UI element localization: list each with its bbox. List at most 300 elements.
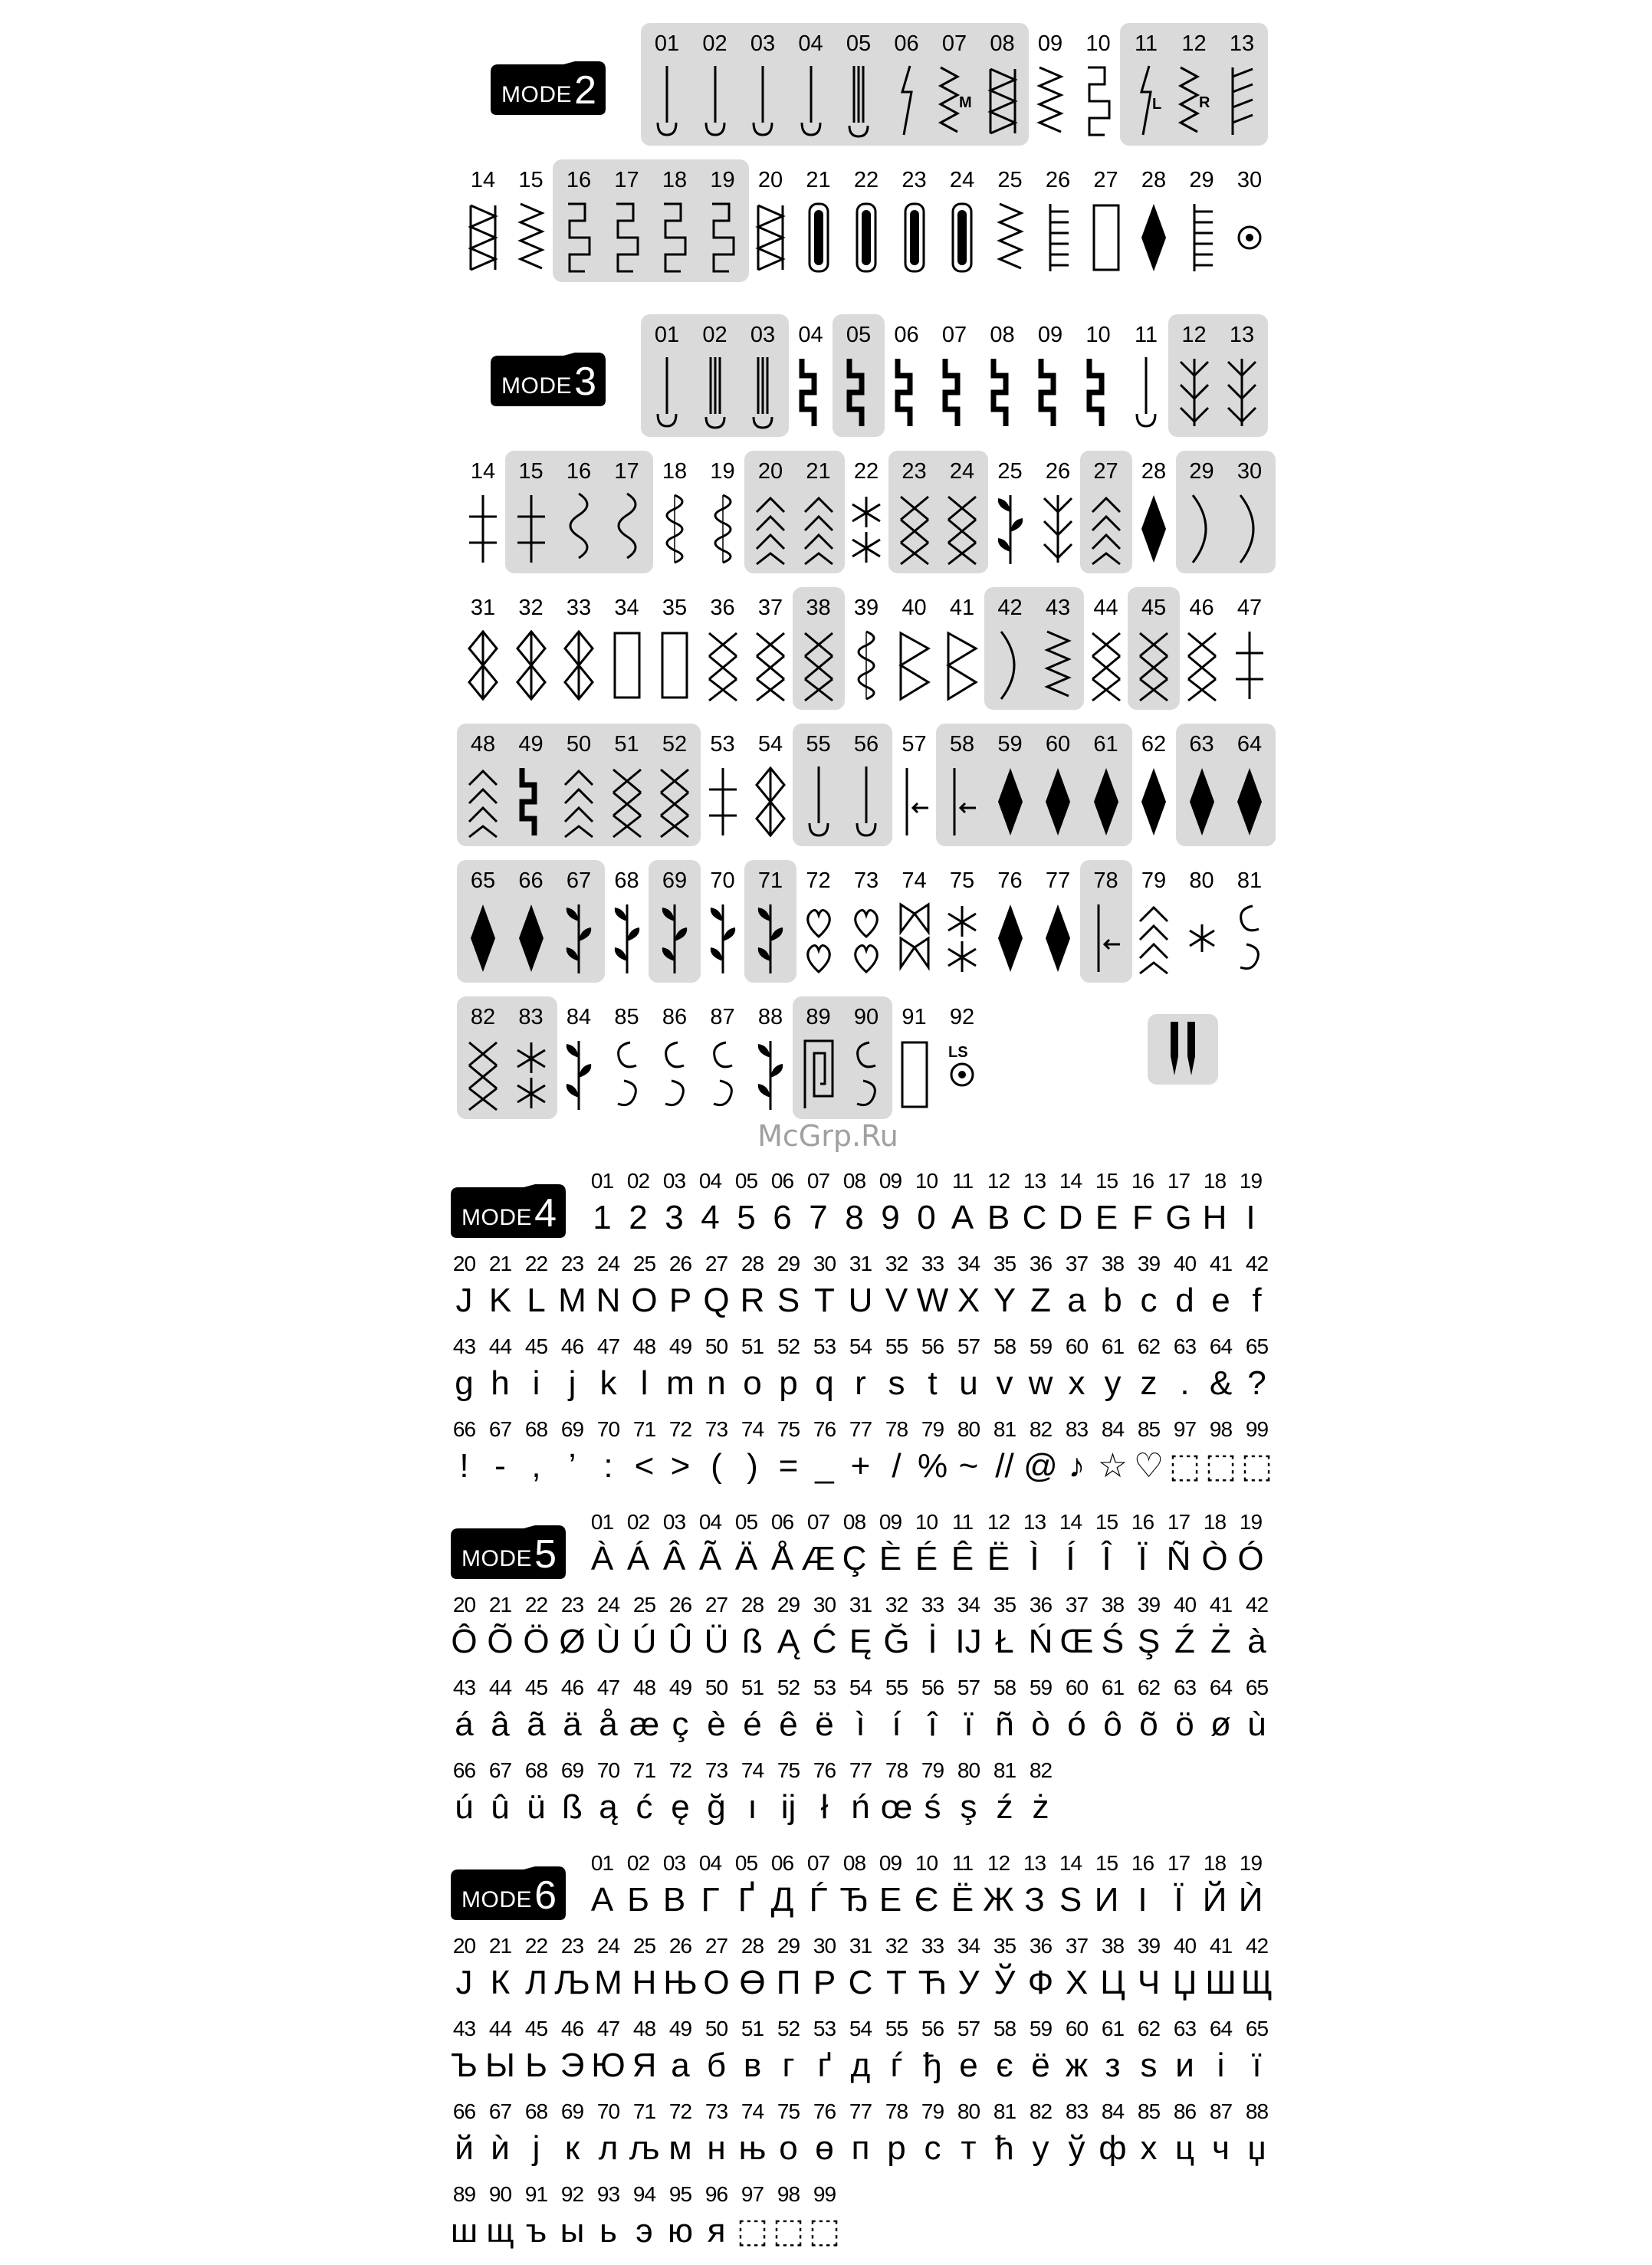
char-number: 58 (993, 2017, 1016, 2040)
char-number: 34 (957, 1593, 980, 1617)
char-number: 45 (524, 1676, 548, 1699)
char-glyph: Ф (1027, 1964, 1054, 2001)
mode-label: MODE (461, 1205, 532, 1230)
char-number: 97 (741, 2182, 764, 2206)
char-number: 22 (524, 1252, 548, 1275)
stitch-number: 37 (757, 596, 783, 620)
char-glyph: Й (1202, 1881, 1227, 1919)
stitch-05 (836, 23, 882, 146)
char-number: 04 (698, 1169, 722, 1193)
stitch-number: 09 (1037, 31, 1063, 56)
char-number: 90 (488, 2182, 512, 2206)
triple-straight-icon (695, 353, 735, 432)
char-number: 61 (1101, 2017, 1125, 2040)
cross-stitch-icon (607, 762, 647, 842)
stitch-number: 25 (997, 459, 1023, 484)
stitch-54 (747, 724, 793, 846)
satin-icon (1134, 198, 1174, 277)
char-number: 38 (1101, 1934, 1125, 1958)
char-glyph: ë (815, 1705, 834, 1743)
char-glyph: ♪ (1068, 1447, 1085, 1485)
stitch-number: 38 (806, 596, 831, 620)
char-glyph: Ј (455, 1964, 473, 2001)
char-number: 24 (596, 1593, 620, 1617)
diamond-icon (463, 625, 503, 705)
stitch-42 (987, 587, 1033, 710)
char-glyph: ï (964, 1705, 974, 1743)
stitch-88 (747, 996, 793, 1119)
stitch-62 (1131, 724, 1177, 846)
char-number: 34 (957, 1252, 980, 1275)
char-number: 82 (1029, 2099, 1053, 2123)
char-glyph: < (634, 1447, 655, 1485)
mode-badge (491, 353, 606, 406)
char-glyph: Г (701, 1881, 720, 1919)
char-number: 47 (596, 1334, 620, 1358)
box-icon (607, 625, 647, 705)
stitch-82 (460, 996, 506, 1119)
char-number: 26 (668, 1934, 692, 1958)
mode-number: 5 (534, 1532, 557, 1577)
char-number: 87 (1209, 2099, 1233, 2123)
char-glyph: K (488, 1282, 512, 1319)
bar-stitch-icon (1079, 353, 1118, 432)
bar-stitch-icon (791, 353, 831, 432)
char-glyph: ⬚ (1204, 1447, 1237, 1485)
stitch-number: 53 (710, 732, 735, 757)
feather-icon (1222, 353, 1262, 432)
char-glyph: є (996, 2047, 1013, 2084)
mode-label: MODE (461, 1546, 532, 1571)
char-glyph: і (1217, 2047, 1225, 2084)
char-number: 06 (770, 1169, 794, 1193)
char-glyph: Ѝ (1238, 1881, 1263, 1919)
char-number: 76 (813, 2099, 836, 2123)
satin-icon (511, 898, 551, 978)
stitch-number: 30 (1237, 168, 1263, 192)
lightning-icon (887, 61, 927, 141)
char-glyph: Щ (1240, 1964, 1273, 2001)
char-glyph: З (1024, 1881, 1045, 1919)
char-glyph: ń (851, 1788, 870, 1826)
char-glyph: Ç (842, 1540, 867, 1577)
stitch-03 (740, 314, 786, 437)
stitch-number: 28 (1141, 168, 1167, 192)
cross-icon (511, 489, 551, 569)
char-glyph: E (1095, 1199, 1118, 1236)
char-glyph: İ (928, 1623, 938, 1660)
stitch-08 (980, 314, 1026, 437)
char-glyph: Ё (951, 1881, 974, 1919)
char-number: 48 (632, 2017, 656, 2040)
char-number: 72 (668, 1758, 692, 1782)
char-glyph: Ł (995, 1623, 1014, 1660)
stitch-52 (652, 724, 698, 846)
char-glyph: Ы (485, 2047, 515, 2084)
char-glyph: ) (747, 1447, 758, 1485)
char-number: 12 (987, 1851, 1010, 1875)
stitch-63 (1179, 724, 1225, 846)
char-glyph: 8 (845, 1199, 864, 1236)
stitch-number: 64 (1237, 732, 1263, 757)
chevron-icon (1134, 898, 1174, 978)
satin-icon (1230, 762, 1269, 842)
char-number: 14 (1059, 1510, 1082, 1534)
stitch-number: 19 (710, 168, 735, 192)
char-number: 12 (987, 1169, 1010, 1193)
char-number: 12 (987, 1510, 1010, 1534)
scroll-icon (846, 1035, 886, 1114)
char-number: 55 (885, 2017, 908, 2040)
stitch-17 (604, 159, 650, 282)
char-glyph: À (590, 1540, 614, 1577)
serpentine-icon (559, 489, 599, 569)
char-glyph: B (987, 1199, 1010, 1236)
stitch-07 (931, 23, 977, 146)
stitch-22 (843, 451, 889, 573)
stitch-04 (788, 314, 834, 437)
stitch-number: 20 (757, 459, 783, 484)
char-glyph: Z (1030, 1282, 1051, 1319)
char-glyph: T (814, 1282, 835, 1319)
char-glyph: а (671, 2047, 690, 2084)
loop-icon (846, 625, 886, 705)
char-glyph: ò (1031, 1705, 1050, 1743)
char-number: 55 (885, 1676, 908, 1699)
stitch-number: 25 (997, 168, 1023, 192)
char-19 (1233, 1169, 1269, 1252)
char-number: 31 (849, 1934, 872, 1958)
char-number: 48 (632, 1676, 656, 1699)
char-glyph: Ñ (1166, 1540, 1191, 1577)
char-glyph: Џ (1172, 1964, 1197, 2001)
char-number: 51 (741, 1334, 764, 1358)
stitch-28 (1131, 159, 1177, 282)
char-number: 69 (560, 2099, 584, 2123)
stitch-14 (460, 159, 506, 282)
char-number: 83 (1065, 1417, 1089, 1441)
blind-hem-icon (655, 198, 695, 277)
greek-key-icon (799, 1035, 839, 1114)
stitch-number: 17 (614, 168, 639, 192)
stitch-23 (892, 159, 938, 282)
char-glyph: Ó (1237, 1540, 1264, 1577)
char-glyph: о (779, 2129, 798, 2167)
mode-label: MODE (461, 1887, 532, 1912)
char-glyph: п (851, 2129, 870, 2167)
char-number: 75 (777, 1417, 800, 1441)
char-glyph: Л (525, 1964, 547, 2001)
char-glyph: P (668, 1282, 692, 1319)
char-glyph: x (1068, 1364, 1085, 1402)
stitch-46 (1179, 587, 1225, 710)
char-number: 10 (915, 1510, 938, 1534)
stitch-number: 02 (702, 323, 727, 347)
char-glyph: Ш (1205, 1964, 1237, 2001)
char-number: 44 (488, 1334, 512, 1358)
char-number: 09 (879, 1169, 902, 1193)
char-number: 31 (849, 1252, 872, 1275)
char-glyph: è (707, 1705, 726, 1743)
char-number: 71 (632, 1758, 656, 1782)
stitch-06 (884, 314, 930, 437)
char-number: 68 (524, 1417, 548, 1441)
stitch-number: 42 (997, 596, 1023, 620)
char-number: 11 (951, 1169, 974, 1193)
stitch-number: 17 (614, 459, 639, 484)
char-number: 44 (488, 1676, 512, 1699)
char-number: 37 (1065, 1593, 1089, 1617)
stitch-number: 72 (806, 868, 831, 893)
char-glyph: í (892, 1705, 902, 1743)
char-number: 03 (662, 1851, 686, 1875)
char-glyph: H (1202, 1199, 1227, 1236)
char-glyph: ğ (707, 1788, 726, 1826)
char-number: 62 (1137, 1676, 1161, 1699)
char-number: 38 (1101, 1593, 1125, 1617)
star-icon (511, 1035, 551, 1114)
stitch-number: 01 (654, 323, 680, 347)
box-icon (1086, 198, 1126, 277)
stitch-16 (556, 159, 602, 282)
cross-stitch-icon (1086, 625, 1126, 705)
char-glyph: Ъ (451, 2047, 478, 2084)
stitch-number: 80 (1189, 868, 1214, 893)
char-number: 80 (957, 2099, 980, 2123)
stitch-number: 57 (902, 732, 927, 757)
char-number: 62 (1137, 1334, 1161, 1358)
char-glyph: R (740, 1282, 765, 1319)
char-number: 56 (921, 1334, 944, 1358)
stitch-number: 27 (1093, 459, 1118, 484)
char-glyph: С (848, 1964, 873, 2001)
satin-icon (1182, 762, 1222, 842)
stitch-12 (1171, 23, 1217, 146)
stitch-29 (1179, 451, 1225, 573)
char-99 (806, 2182, 842, 2265)
char-number: 11 (951, 1851, 974, 1875)
char-glyph: œ (880, 1788, 913, 1826)
char-number: 59 (1029, 1676, 1053, 1699)
char-number: 11 (951, 1510, 974, 1534)
char-glyph: z (1140, 1364, 1158, 1402)
scroll-icon (655, 1035, 695, 1114)
star-icon (942, 898, 982, 978)
char-glyph: J (455, 1282, 473, 1319)
char-glyph: á (455, 1705, 474, 1743)
char-number: 67 (488, 1417, 512, 1441)
stitch-49 (508, 724, 554, 846)
char-number: 15 (1095, 1851, 1118, 1875)
stitch-number: 88 (757, 1005, 783, 1029)
arrow-icon (942, 762, 982, 842)
char-number: 77 (849, 2099, 872, 2123)
stitch-26 (1035, 159, 1081, 282)
stitch-25 (987, 451, 1033, 573)
stitch-27 (1083, 451, 1129, 573)
leaf-icon (559, 1035, 599, 1114)
char-number: 10 (915, 1169, 938, 1193)
char-glyph: å (599, 1705, 618, 1743)
stitch-number: 67 (566, 868, 592, 893)
lightning-l-icon (1126, 61, 1166, 141)
char-glyph: Ю (591, 2047, 626, 2084)
char-number: 22 (524, 1934, 548, 1958)
char-glyph: u (959, 1364, 978, 1402)
char-glyph: ⬚ (1240, 1447, 1273, 1485)
stitch-75 (939, 860, 985, 983)
char-number: 35 (993, 1593, 1016, 1617)
char-number: 49 (668, 1334, 692, 1358)
stitch-number: 77 (1045, 868, 1071, 893)
char-glyph: с (924, 2129, 941, 2167)
char-82 (1023, 1758, 1059, 1841)
char-number: 23 (560, 1252, 584, 1275)
char-glyph: Д (770, 1881, 794, 1919)
char-glyph: + (850, 1447, 871, 1485)
stitch-48 (460, 724, 506, 846)
leaf-icon (750, 1035, 790, 1114)
stitch-59 (987, 724, 1033, 846)
char-number: 39 (1137, 1593, 1161, 1617)
stitch-number: 13 (1229, 31, 1255, 56)
scallop-icon (1230, 489, 1269, 569)
char-number: 65 (1245, 2017, 1269, 2040)
straight-stitch-icon (846, 762, 886, 842)
stitch-19 (700, 451, 746, 573)
char-number: 60 (1065, 1334, 1089, 1358)
char-glyph: ñ (995, 1705, 1014, 1743)
stitch-number: 22 (853, 459, 879, 484)
char-glyph: Q (703, 1282, 730, 1319)
char-glyph: û (491, 1788, 510, 1826)
char-number: 19 (1239, 1169, 1263, 1193)
char-glyph: У (957, 1964, 980, 2001)
stitch-number: 61 (1093, 732, 1118, 757)
char-number: 81 (993, 1758, 1016, 1782)
char-65 (1239, 1676, 1275, 1758)
stitch-55 (796, 724, 842, 846)
stitch-50 (556, 724, 602, 846)
char-glyph: n (707, 1364, 726, 1402)
stitch-number: 09 (1037, 323, 1063, 347)
char-glyph: Ã (698, 1540, 722, 1577)
char-glyph: Á (626, 1540, 650, 1577)
char-glyph: O (631, 1282, 658, 1319)
char-glyph: ü (527, 1788, 546, 1826)
char-number: 66 (452, 1417, 476, 1441)
char-glyph: / (892, 1447, 902, 1485)
char-number: 09 (879, 1510, 902, 1534)
char-glyph: 4 (701, 1199, 720, 1236)
stitch-number: 31 (470, 596, 496, 620)
char-number: 54 (849, 2017, 872, 2040)
char-number: 53 (813, 1676, 836, 1699)
char-number: 14 (1059, 1851, 1082, 1875)
char-number: 39 (1137, 1252, 1161, 1275)
stitch-36 (700, 587, 746, 710)
char-glyph: Н (632, 1964, 657, 2001)
char-number: 30 (813, 1934, 836, 1958)
char-number: 78 (885, 2099, 908, 2123)
char-99 (1239, 1417, 1275, 1500)
stitch-78 (1083, 860, 1129, 983)
char-glyph: щ (486, 2212, 514, 2250)
char-glyph: õ (1139, 1705, 1158, 1743)
stitch-06 (884, 23, 930, 146)
leaf-icon (990, 489, 1030, 569)
stitch-number: 39 (853, 596, 879, 620)
char-glyph: ю (668, 2212, 693, 2250)
cross-icon (463, 489, 503, 569)
char-number: 45 (524, 1334, 548, 1358)
stitch-71 (747, 860, 793, 983)
stitch-number: 23 (902, 168, 927, 192)
stitch-22 (843, 159, 889, 282)
char-number: 82 (1029, 1758, 1053, 1782)
char-number: 37 (1065, 1252, 1089, 1275)
stitch-11 (1123, 23, 1169, 146)
char-glyph: IJ (955, 1623, 982, 1660)
stitch-number: 05 (846, 323, 872, 347)
char-42 (1239, 1252, 1275, 1334)
char-glyph: Х (1065, 1964, 1089, 2001)
char-number: 21 (488, 1252, 512, 1275)
char-number: 29 (777, 1593, 800, 1617)
char-glyph: e (1211, 1282, 1230, 1319)
stitch-number: 05 (846, 31, 872, 56)
char-number: 15 (1095, 1510, 1118, 1534)
stitch-85 (604, 996, 650, 1119)
char-glyph: p (779, 1364, 798, 1402)
char-number: 19 (1239, 1510, 1263, 1534)
char-number: 04 (698, 1851, 722, 1875)
char-number: 65 (1245, 1334, 1269, 1358)
char-glyph: ⬚ (1168, 1447, 1201, 1485)
stitch-47 (1227, 587, 1273, 710)
char-number: 24 (596, 1252, 620, 1275)
bar-stitch-icon (983, 353, 1023, 432)
char-glyph: Ń (1028, 1623, 1053, 1660)
satin-icon (1134, 489, 1174, 569)
char-glyph: ( (711, 1447, 722, 1485)
char-number: 16 (1131, 1851, 1154, 1875)
stitch-30 (1227, 159, 1273, 282)
stitch-68 (604, 860, 650, 983)
mode-label: MODE (501, 82, 572, 107)
scroll-icon (607, 1035, 647, 1114)
char-number: 07 (806, 1851, 830, 1875)
char-number: 40 (1173, 1593, 1197, 1617)
char-glyph: Њ (663, 1964, 698, 2001)
stitch-number: 87 (710, 1005, 735, 1029)
char-glyph: 0 (917, 1199, 936, 1236)
stitch-number: 78 (1093, 868, 1118, 893)
char-number: 61 (1101, 1334, 1125, 1358)
char-number: 05 (734, 1169, 758, 1193)
svg-text:L: L (1152, 96, 1162, 113)
char-number: 56 (921, 1676, 944, 1699)
char-number: 43 (452, 1334, 476, 1358)
eyelet-icon (1230, 198, 1269, 277)
char-glyph: r (855, 1364, 866, 1402)
char-number: 25 (632, 1252, 656, 1275)
char-glyph: ж (1065, 2047, 1089, 2084)
char-glyph: т (961, 2129, 977, 2167)
char-number: 77 (849, 1758, 872, 1782)
char-glyph: Ï (1138, 1540, 1148, 1577)
straight-stitch-icon (1126, 353, 1166, 432)
